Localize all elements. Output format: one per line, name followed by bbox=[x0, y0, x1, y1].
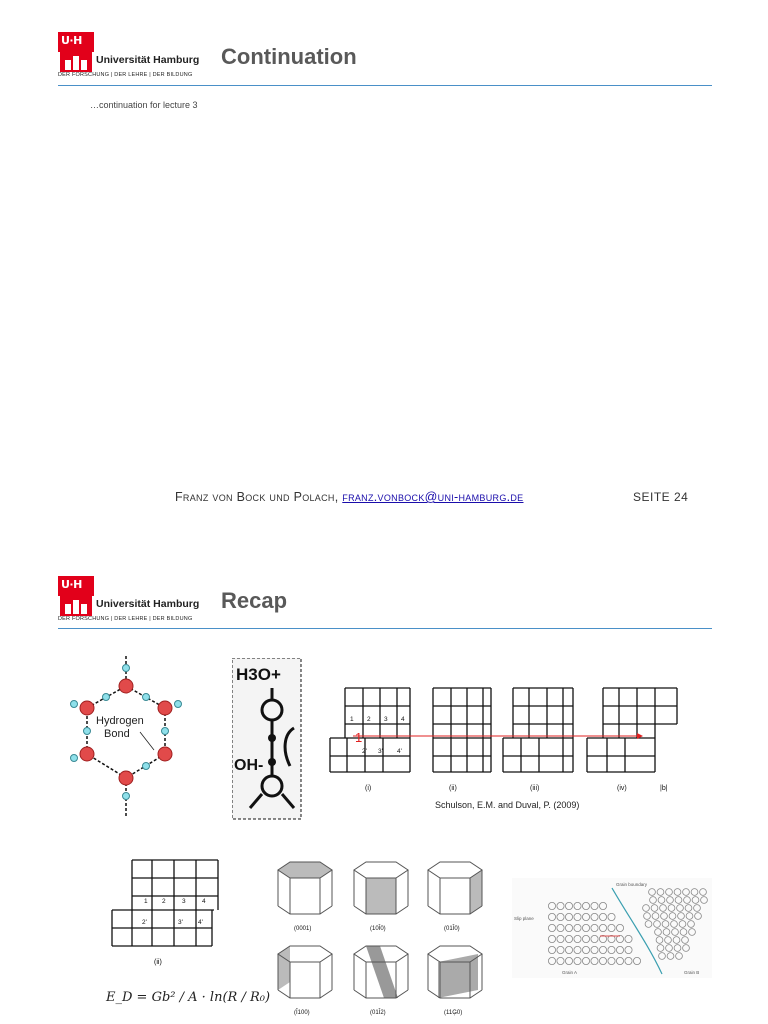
uhh-badge: U·H bbox=[58, 32, 94, 52]
svg-text:4: 4 bbox=[202, 898, 206, 905]
slip-plane-label: Slip plane bbox=[514, 916, 534, 921]
uhh-badge: U·H bbox=[58, 576, 94, 596]
svg-text:4': 4' bbox=[397, 748, 402, 755]
svg-text:1: 1 bbox=[144, 898, 148, 905]
bond-label: Bond bbox=[104, 728, 130, 740]
footer-author bbox=[175, 490, 524, 504]
svg-text:1: 1 bbox=[350, 716, 354, 723]
oh-label: OH- bbox=[234, 757, 264, 774]
plane-0001-label: (0001) bbox=[294, 926, 312, 932]
svg-text:4': 4' bbox=[198, 919, 203, 926]
logo-tagline: DER FORSCHUNG | DER LEHRE | DER BILDUNG bbox=[58, 616, 193, 622]
svg-text:3: 3 bbox=[182, 898, 186, 905]
hamburg-emblem-icon bbox=[60, 596, 92, 616]
red-marker-label: 1 bbox=[355, 730, 363, 745]
slide-title: Continuation bbox=[221, 44, 357, 69]
svg-text:2: 2 bbox=[367, 716, 371, 723]
ion-defect-figure bbox=[232, 658, 302, 820]
grain-b-label: Grain B bbox=[684, 970, 700, 975]
burgers-label: |b| bbox=[660, 785, 668, 792]
page-number: SEITE 24 bbox=[633, 490, 689, 504]
plane-10-10-label: (10Ī0) bbox=[370, 926, 386, 932]
svg-text:2': 2' bbox=[142, 919, 147, 926]
uhh-logo bbox=[58, 576, 198, 622]
step-iv-label: (iv) bbox=[617, 785, 627, 792]
dislocation-energy-formula: E_D = Gb² / A · ln(R / R₀) bbox=[106, 990, 271, 1005]
grain-a-label: Grain A bbox=[562, 970, 578, 975]
svg-text:3: 3 bbox=[384, 716, 388, 723]
dislocation-glide-figure bbox=[325, 678, 685, 800]
hamburg-emblem-icon bbox=[60, 52, 92, 72]
footer-email-link[interactable]: franz.vonbock@uni-hamburg.de bbox=[342, 490, 524, 504]
svg-text:3': 3' bbox=[378, 748, 383, 755]
title-rule bbox=[58, 85, 712, 86]
step-iii-label: (iii) bbox=[530, 785, 540, 792]
logo-name: Universität Hamburg bbox=[96, 54, 200, 66]
figure-citation: Schulson, E.M. and Duval, P. (2009) bbox=[435, 800, 580, 810]
footer-name: Franz von Bock und Polach, bbox=[175, 490, 339, 504]
uhh-logo bbox=[58, 32, 198, 78]
ice-crystal-planes-figure bbox=[272, 856, 496, 1024]
logo-name: Universität Hamburg bbox=[96, 598, 200, 610]
hydrogen-label: Hydrogen bbox=[96, 715, 144, 727]
h3o-label: H3O+ bbox=[236, 665, 281, 684]
slide-recap bbox=[0, 560, 768, 1024]
svg-text:2: 2 bbox=[162, 898, 166, 905]
title-rule bbox=[58, 628, 712, 629]
plane-01-12-label: (01Ī2) bbox=[370, 1010, 386, 1016]
logo-tagline: DER FORSCHUNG | DER LEHRE | DER BILDUNG bbox=[58, 72, 193, 78]
plane-11-20-label: (11Ģ0) bbox=[444, 1010, 463, 1016]
step-ii-label: (ii) bbox=[449, 785, 457, 792]
plane-01-10-label: (01Ī0) bbox=[444, 926, 460, 932]
step-i-label: (i) bbox=[365, 785, 372, 792]
svg-text:2': 2' bbox=[362, 748, 367, 755]
hydrogen-bond-ring-figure bbox=[60, 646, 200, 826]
edge-dislocation-figure bbox=[104, 848, 226, 976]
single-step-label: (ii) bbox=[154, 959, 162, 966]
svg-text:3': 3' bbox=[178, 919, 183, 926]
grain-boundary-figure bbox=[512, 878, 712, 978]
plane-1-100-label: (Ī100) bbox=[294, 1010, 310, 1016]
grain-boundary-label: Grain boundary bbox=[616, 882, 648, 887]
svg-text:4: 4 bbox=[401, 716, 405, 723]
slide-title: Recap bbox=[221, 588, 288, 613]
slide-subtext: …continuation for lecture 3 bbox=[90, 100, 198, 110]
